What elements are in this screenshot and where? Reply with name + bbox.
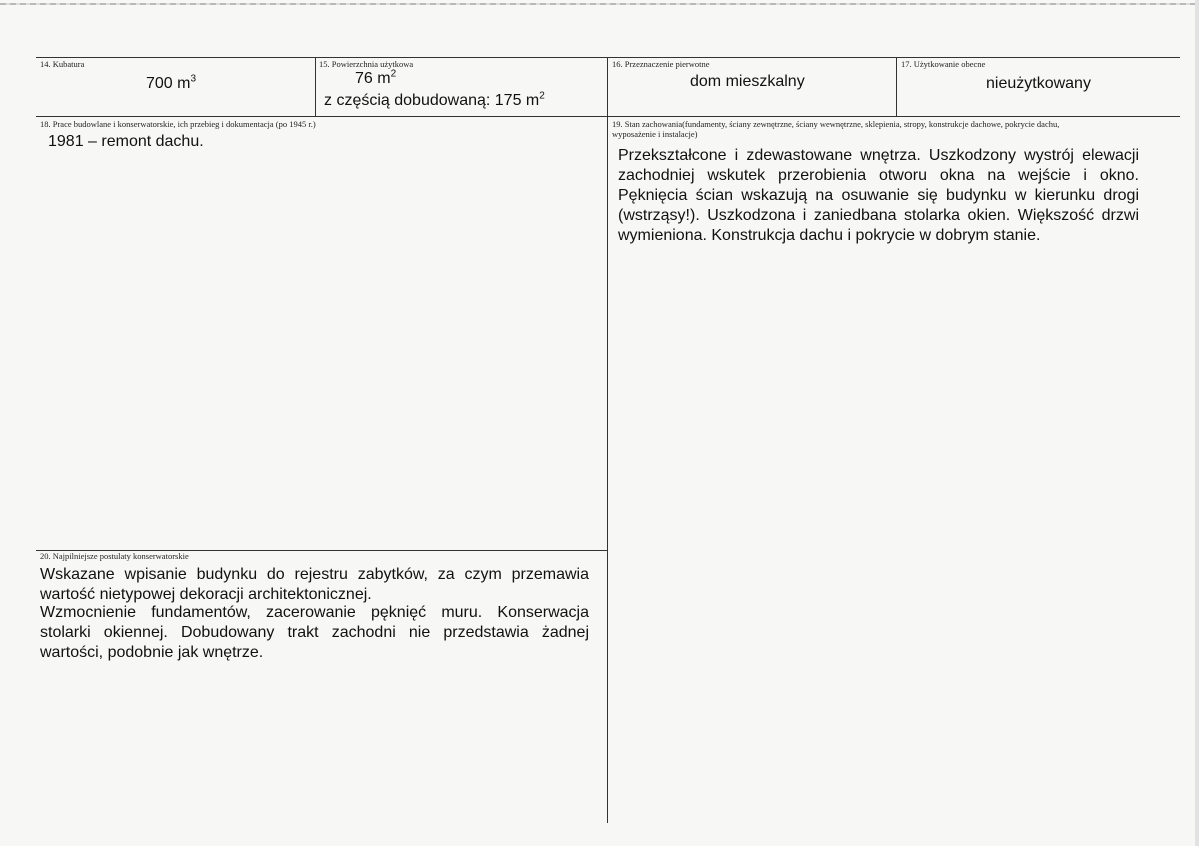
field-20-label: 20. Najpilniejsze postulaty konserwatorskie (40, 551, 189, 561)
scan-top-edge (0, 3, 1199, 5)
field-19-label-line1: 19. Stan zachowania(fundamenty, ściany zewnętrzne, ściany wewnętrzne, sklepienia, stropy, konstrukcje dachowe, pokrycie dachu, (612, 119, 1060, 129)
col-divider-14-15 (315, 57, 316, 117)
field-17-value: nieużytkowany (986, 75, 1091, 92)
row-separator (36, 116, 1180, 117)
field-15-exponent-2: 2 (539, 90, 545, 102)
field-14-exponent: 3 (190, 73, 197, 85)
field-15-value-extended: z częścią dobudowaną: 175 $m^2$ (324, 90, 545, 109)
field-14-value: 700 $m^3$ (146, 73, 197, 92)
scan-right-edge (1195, 0, 1199, 846)
field-20-paragraph-2: Wzmocnienie fundamentów, zacerowanie pęknięć muru. Konserwacja stolarki okiennej. Dobudowany trakt zachodni nie przedstawia żadnej wartości, podobnie jak wnętrze. (40, 604, 589, 661)
field-16-value: dom mieszkalny (690, 73, 805, 90)
field-15-label: 15. Powierzchnia użytkowa (319, 59, 414, 69)
field-18-value: 1981 – remont dachu. (48, 133, 204, 150)
field-16-label: 16. Przeznaczenie pierwotne (612, 59, 710, 69)
field-17-label: 17. Użytkowanie obecne (901, 59, 986, 69)
field-18-label: 18. Prace budowlane i konserwatorskie, ich przebieg i dokumentacja (po 1945 r.) (40, 119, 316, 129)
col-divider-16-17 (896, 57, 897, 117)
field-19-label-line2: wyposażenie i instalacje) (612, 129, 698, 139)
field-14-label: 14. Kubatura (40, 59, 85, 69)
field-20-paragraph-1: Wskazane wpisanie budynku do rejestru zabytków, za czym przemawia wartość nietypowej dekoracji architektonicznej. (40, 566, 589, 603)
field-15-value-area: 76 $m^2$ (355, 68, 397, 87)
field-15-exponent-1: 2 (390, 68, 397, 80)
field-19-value: Przekształcone i zdewastowane wnętrza. Uszkodzony wystrój elewacji zachodniej wskutek przerobienia otworu okna na wejście i okno. Pęknięcia ścian wskazują na osuwanie się budynku w kierunku drogi (wstrząsy!). Uszkodzona i zaniedbana stolarka okien. Większość drzwi wymieniona. Konstrukcja dachu i pokrycie w dobrym stanie. (618, 147, 1139, 244)
row-top-border (36, 57, 1180, 58)
col-divider-main (607, 57, 608, 823)
